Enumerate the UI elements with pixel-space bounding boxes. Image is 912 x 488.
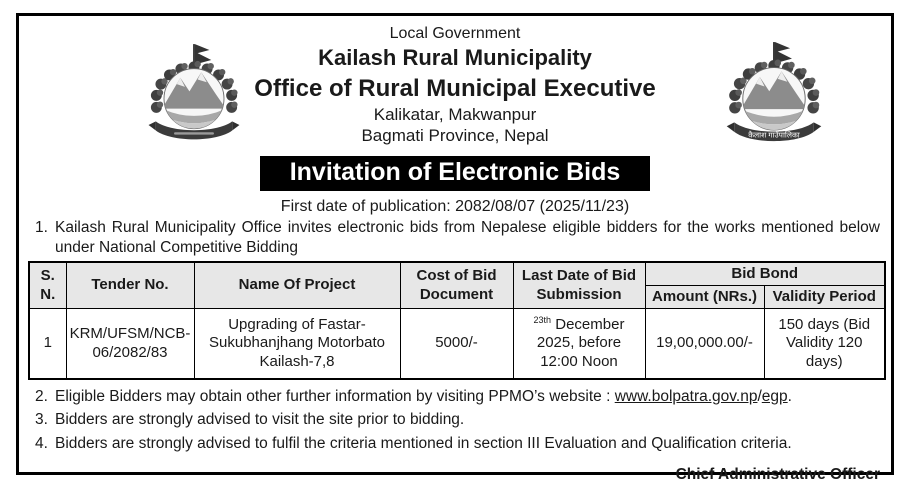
note-number: 1. (35, 219, 48, 237)
column-header-tender-no: Tender No. (66, 262, 194, 309)
invitation-title-banner: Invitation of Electronic Bids (260, 156, 651, 192)
document-border (16, 13, 894, 484)
column-header-project: Name Of Project (194, 262, 400, 309)
egp-url-segment: egp (761, 387, 788, 405)
address-line-2: Bagmati Province, Nepal (361, 126, 549, 146)
column-header-sn: S. N. (29, 262, 66, 309)
nepal-government-emblem-icon (144, 41, 244, 149)
note-number: 3. (35, 411, 48, 429)
government-level-label: Local Government (389, 25, 521, 42)
note-text: Kailash Rural Municipality Office invites electronic bids from Nepalese eligible bidders for the works mentioned below under National Competitive Bidding (55, 219, 880, 256)
cell-validity-period: 150 days (Bid Validity 120 days) (764, 309, 885, 379)
column-header-bid-bond: Bid Bond (645, 262, 885, 286)
note-text: Bidders are strongly advised to fulfil the criteria mentioned in section III Evaluation and Qualification criteria. (55, 434, 792, 452)
table-row (29, 309, 885, 379)
office-name: Office of Rural Municipal Executive (254, 74, 656, 102)
note-item-2 (28, 387, 882, 407)
chief-administrative-officer-label: Chief Administrative Officer (675, 466, 880, 484)
cell-tender-no: KRM/UFSM/NCB-06/2082/83 (66, 309, 194, 379)
publication-date-line: First date of publication: 2082/08/07 (2025/11/23) (280, 198, 630, 216)
bid-table (28, 261, 886, 380)
address-line-1: Kalikatar, Makwanpur (373, 105, 537, 125)
note-item-4 (28, 434, 882, 454)
column-header-validity: Validity Period (764, 286, 885, 309)
note-number: 2. (35, 387, 48, 405)
note-item-3 (28, 410, 882, 430)
cell-bid-bond-amount: 19,00,000.00/- (645, 309, 764, 379)
emblem-caption: कैलाश गाउँपालिका (748, 130, 800, 140)
bolpatra-url: www.bolpatra.gov.np (614, 387, 758, 405)
note-number: 4. (35, 434, 48, 452)
cell-sn: 1 (29, 309, 66, 379)
municipality-name: Kailash Rural Municipality (318, 45, 592, 71)
table-header-row (29, 262, 885, 286)
cell-project: Upgrading of Fastar-Sukubhanjhang Motorbato Kailash-7,8 (194, 309, 400, 379)
submission-date-superscript: 23th (533, 315, 552, 326)
column-header-amount: Amount (NRs.) (645, 286, 764, 309)
kailash-municipality-emblem-icon (722, 39, 826, 151)
note-text: Eligible Bidders may obtain other further information by visiting PPMO’s website : www.bolpatra.gov.np/egp. (55, 387, 792, 405)
letterhead (28, 21, 882, 147)
note-text: Bidders are strongly advised to visit the site prior to bidding. (55, 411, 465, 429)
cell-cost: 5000/- (400, 309, 513, 379)
note-item-1 (28, 218, 882, 258)
column-header-cost: Cost of Bid Document (400, 262, 513, 309)
column-header-submission: Last Date of Bid Submission (513, 262, 645, 309)
cell-submission: $^{23th}$ December 2025, before 12:00 Noon (513, 309, 645, 379)
